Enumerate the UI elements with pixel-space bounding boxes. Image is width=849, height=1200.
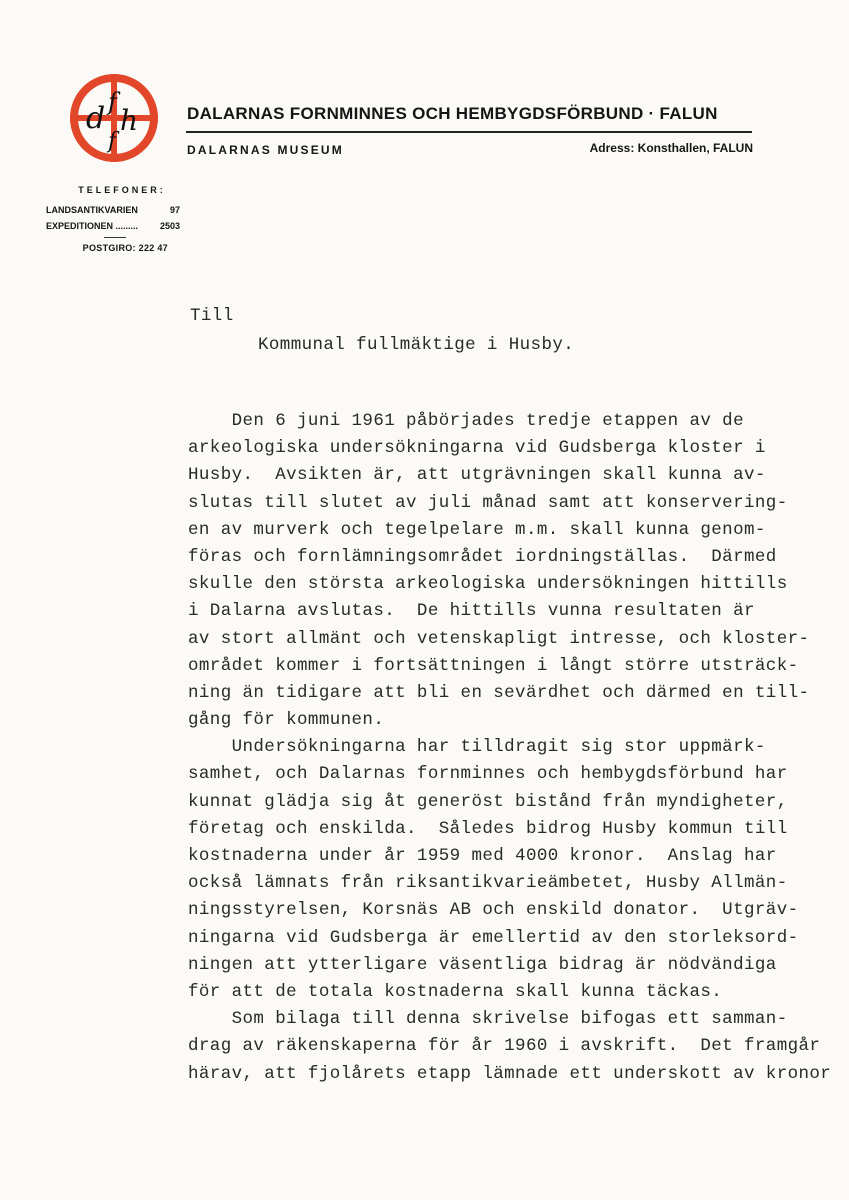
phone-number: 2503 — [159, 221, 180, 231]
header-divider — [186, 131, 752, 133]
body-line: härav, att fjolårets etapp lämnade ett underskott av kronor — [188, 1063, 832, 1084]
body-line: kostnaderna under år 1959 med 4000 kronor. Anslag har — [188, 846, 777, 866]
body-line: samhet, och Dalarnas fornminnes och hembygdsförbund har — [188, 764, 788, 785]
body-line: gång för kommunen. — [188, 710, 385, 731]
telephone-block — [46, 185, 180, 253]
phone-divider — [104, 237, 126, 238]
phone-number: 97 — [169, 205, 180, 215]
body-line: för att de totala kostnaderna skall kunna täckas. — [188, 981, 723, 1002]
addressee: Kommunal fullmäktige i Husby. — [258, 335, 575, 355]
phone-row — [46, 221, 180, 231]
letter-body — [188, 408, 832, 1088]
body-line: en av murverk och tegelpelare m.m. skall kunna genom- — [188, 519, 766, 540]
phone-label: EXPEDITIONEN ......... — [46, 221, 139, 231]
body-line: också lämnats från riksantikvarieämbetet, Husby Allmän- — [188, 873, 788, 894]
telephone-title: TELEFONER: — [78, 185, 166, 195]
body-line: ningsstyrelsen, Korsnäs AB och enskild donator. Utgräv- — [188, 900, 799, 921]
body-line: Undersökningarna har tilldragit sig stor uppmärk- — [188, 737, 766, 758]
body-line: kunnat glädja sig åt generöst bistånd från myndigheter, — [188, 791, 788, 812]
body-line: slutas till slutet av juli månad samt att konservering- — [188, 492, 788, 513]
body-line: Den 6 juni 1961 påbörjades tredje etappen av de — [188, 411, 744, 431]
salutation: Till — [190, 306, 234, 326]
body-line: arkeologiska undersökningarna vid Gudsberga kloster i — [188, 438, 766, 459]
body-line: i Dalarna avslutas. De hittills vunna resultaten är — [188, 601, 755, 622]
phone-label: LANDSANTIKVARIEN — [46, 205, 138, 215]
phone-row — [46, 205, 180, 215]
svg-text:d: d — [86, 101, 106, 136]
body-line: företag och enskilda. Således bidrog Husby kommun till — [188, 818, 788, 839]
svg-text:f: f — [108, 129, 117, 154]
svg-text:h: h — [120, 104, 139, 137]
body-line: ningen att ytterligare väsentliga bidrag är nödvändiga — [188, 954, 777, 975]
body-line: skulle den största arkeologiska undersökningen hittills — [188, 574, 788, 595]
museum-name: DALARNAS MUSEUM — [187, 143, 344, 157]
body-line: av stort allmänt och vetenskapligt intresse, och kloster- — [188, 628, 810, 649]
body-line: ning än tidigare att bli en sevärdhet och därmed en till- — [188, 682, 810, 703]
body-line: Husby. Avsikten är, att utgrävningen skall kunna av- — [188, 465, 766, 486]
body-line: ningarna vid Gudsberga är emellertid av den storleksord- — [188, 927, 799, 948]
logo-emblem-icon — [68, 72, 160, 164]
postgiro-number: POSTGIRO: 222 47 — [82, 243, 168, 253]
body-line: området kommer i fortsättningen i långt större utsträck- — [188, 655, 799, 676]
organization-name: DALARNAS FORNMINNES OCH HEMBYGDSFÖRBUND · FALUN — [187, 104, 718, 123]
body-line: föras och fornlämningsområdet iordningställas. Därmed — [188, 546, 777, 567]
body-line: drag av räkenskaperna för år 1960 i avskrift. Det framgår — [188, 1036, 821, 1057]
svg-text:f: f — [108, 88, 117, 116]
body-line: Som bilaga till denna skrivelse bifogas ett samman- — [188, 1009, 788, 1030]
postal-address: Adress: Konsthallen, FALUN — [589, 141, 753, 155]
society-logo — [68, 72, 160, 164]
